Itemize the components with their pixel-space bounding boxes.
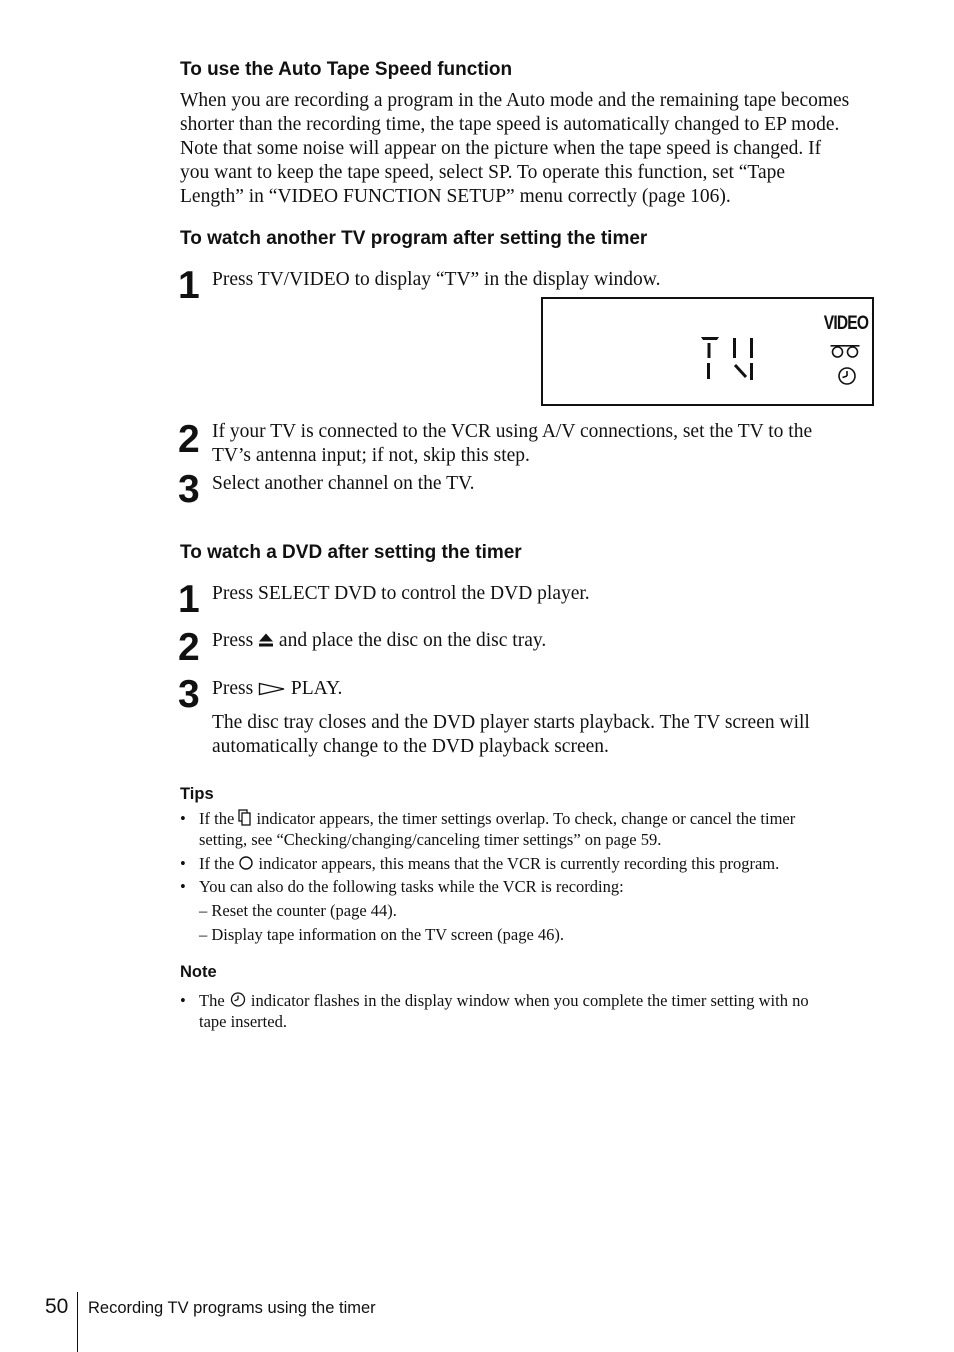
step-number: 1 <box>178 578 200 621</box>
lcd-segment-display <box>693 329 773 385</box>
tip-text-post: indicator appears, the timer settings overlap. To check, change or cancel the timer <box>256 809 796 828</box>
tip-subitem: – Reset the counter (page 44). <box>199 901 397 920</box>
timer-clock-icon <box>837 366 857 386</box>
tip-text-line2: setting, see “Checking/changing/canceling timer settings” on page 59. <box>199 830 662 849</box>
step-text-post: and place the disc on the disc tray. <box>278 630 547 651</box>
paragraph-line: When you are recording a program in the Auto mode and the remaining tape becomes <box>180 90 850 111</box>
step-detail-line: The disc tray closes and the DVD player starts playback. The TV screen will <box>212 712 810 733</box>
eject-icon <box>258 632 274 648</box>
step-detail-line: automatically change to the DVD playback screen. <box>212 736 609 757</box>
section-heading-watch-tv: To watch another TV program after setting the timer <box>180 228 648 249</box>
step-text-pre: Press <box>212 630 254 651</box>
step-number: 3 <box>178 468 200 511</box>
section-heading-watch-dvd: To watch a DVD after setting the timer <box>180 542 522 563</box>
auto-tape-speed-paragraph <box>180 89 876 209</box>
step-text <box>212 629 872 653</box>
tip-text: You can also do the following tasks while the VCR is recording: <box>199 877 624 896</box>
paragraph-line: shorter than the recording time, the tape speed is automatically changed to EP mode. <box>180 114 840 135</box>
step-text <box>212 677 872 701</box>
paragraph-line: Note that some noise will appear on the picture when the tape speed is changed. If <box>180 138 822 159</box>
note-text <box>199 990 874 1032</box>
tip-subitem: – Display tape information on the TV screen (page 46). <box>199 925 565 944</box>
paragraph-line: Length” in “VIDEO FUNCTION SETUP” menu correctly (page 106). <box>180 186 731 207</box>
play-icon <box>258 682 286 696</box>
footer-section-title: Recording TV programs using the timer <box>88 1299 376 1317</box>
section-heading-auto-tape-speed: To use the Auto Tape Speed function <box>180 59 513 80</box>
step-text: Select another channel on the TV. <box>212 473 475 494</box>
video-indicator: VIDEO <box>823 313 868 334</box>
tip-text-post: indicator appears, this means that the VCR is currently recording this program. <box>258 854 780 873</box>
tip-text-pre: If the <box>199 809 235 828</box>
step-number: 1 <box>178 264 200 307</box>
bullet-dot: • <box>180 854 186 873</box>
step-text <box>212 420 872 468</box>
tips-heading: Tips <box>180 785 214 803</box>
cassette-icon <box>829 344 861 358</box>
paragraph-line: you want to keep the tape speed, select SP. To operate this function, set “Tape <box>180 162 786 183</box>
record-circle-icon <box>238 855 254 871</box>
step-line: TV’s antenna input; if not, skip this step. <box>212 445 530 466</box>
step-text-post: PLAY. <box>290 678 343 699</box>
note-text-line2: tape inserted. <box>199 1012 287 1031</box>
timer-overlap-icon <box>238 809 252 826</box>
page-number: 50 <box>45 1295 69 1318</box>
note-text-pre: The <box>199 991 225 1010</box>
step-text: Press TV/VIDEO to display “TV” in the display window. <box>212 269 661 290</box>
note-text-post: indicator flashes in the display window when you complete the timer setting with no <box>250 991 809 1010</box>
bullet-dot: • <box>180 991 186 1010</box>
footer-divider <box>77 1292 78 1352</box>
step-text-pre: Press <box>212 678 254 699</box>
step-number: 3 <box>178 673 200 716</box>
timer-clock-icon <box>229 991 247 1008</box>
tip-text-pre: If the <box>199 854 235 873</box>
tip-text <box>199 853 874 874</box>
step-line: If your TV is connected to the VCR using A/V connections, set the TV to the <box>212 421 813 442</box>
display-window <box>541 297 874 406</box>
step-text: Press SELECT DVD to control the DVD player. <box>212 583 590 604</box>
note-heading: Note <box>180 963 217 981</box>
bullet-dot: • <box>180 877 186 896</box>
step-number: 2 <box>178 418 200 461</box>
step-number: 2 <box>178 626 200 669</box>
tip-text <box>199 808 874 850</box>
step-detail <box>212 711 872 759</box>
bullet-dot: • <box>180 809 186 828</box>
